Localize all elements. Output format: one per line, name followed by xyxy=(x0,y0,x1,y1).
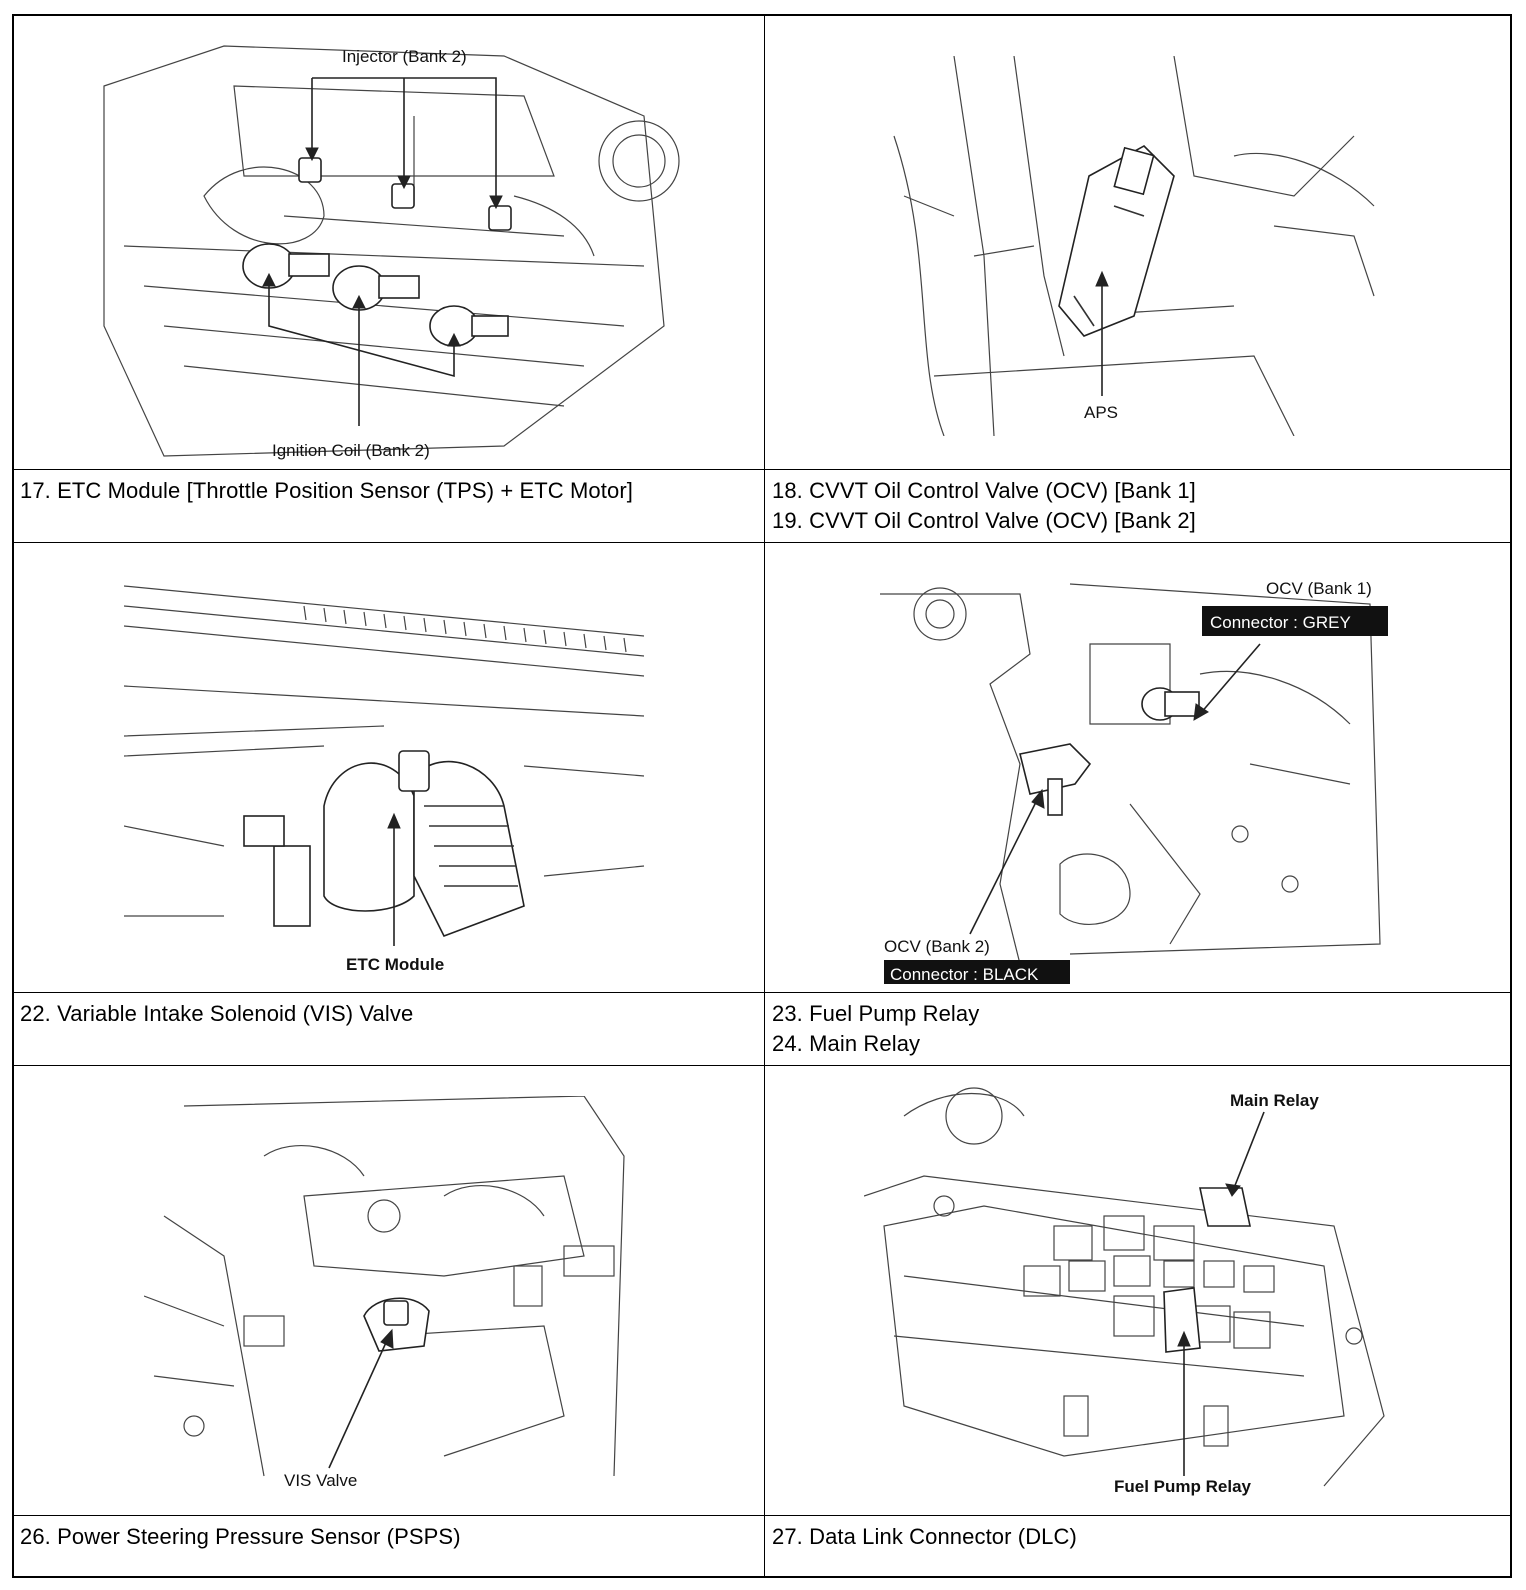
caption-26: 26. Power Steering Pressure Sensor (PSPS) xyxy=(20,1524,461,1549)
ignition-coil-label: Ignition Coil (Bank 2) xyxy=(272,441,430,460)
caption-18: 18. CVVT Oil Control Valve (OCV) [Bank 1] xyxy=(772,478,1196,503)
fuel-pump-relay-label: Fuel Pump Relay xyxy=(1114,1477,1251,1496)
column-divider xyxy=(764,16,765,1576)
row-divider xyxy=(14,992,1510,993)
vis-valve-label: VIS Valve xyxy=(284,1471,358,1490)
row-divider xyxy=(14,1065,1510,1066)
injector-label: Injector (Bank 2) xyxy=(342,47,467,66)
caption-19: 19. CVVT Oil Control Valve (OCV) [Bank 2] xyxy=(772,508,1196,533)
ocv-bank1-connector-tag xyxy=(1202,606,1388,636)
figure-relays xyxy=(864,1076,1394,1496)
row-divider xyxy=(14,469,1510,470)
svg-text:Connector : BLACK: Connector : BLACK xyxy=(890,965,1039,984)
caption-22: 22. Variable Intake Solenoid (VIS) Valve xyxy=(20,1001,414,1026)
caption-17: 17. ETC Module [Throttle Position Sensor (TPS) + ETC Motor] xyxy=(20,478,633,503)
component-table xyxy=(12,14,1512,1578)
figure-ocv xyxy=(870,564,1390,984)
aps-label: APS xyxy=(1084,403,1119,422)
svg-text:Connector : GREY: Connector : GREY xyxy=(1210,613,1351,632)
etc-module-label: ETC Module xyxy=(346,955,445,974)
row-divider xyxy=(14,542,1510,543)
ocv-bank2-connector-tag xyxy=(884,960,1070,984)
row-divider xyxy=(14,1515,1510,1516)
main-relay-label: Main Relay xyxy=(1230,1091,1319,1110)
caption-24: 24. Main Relay xyxy=(772,1031,921,1056)
ocv-bank2-label: OCV (Bank 2) xyxy=(884,937,990,956)
figure-aps xyxy=(874,56,1394,436)
ocv-bank1-label: OCV (Bank 1) xyxy=(1266,579,1372,598)
caption-23: 23. Fuel Pump Relay xyxy=(772,1001,980,1026)
figure-vis-valve xyxy=(144,1096,664,1496)
figure-etc-module xyxy=(124,576,664,976)
figure-injector-ignition-coil xyxy=(84,26,684,466)
caption-27: 27. Data Link Connector (DLC) xyxy=(772,1524,1077,1549)
